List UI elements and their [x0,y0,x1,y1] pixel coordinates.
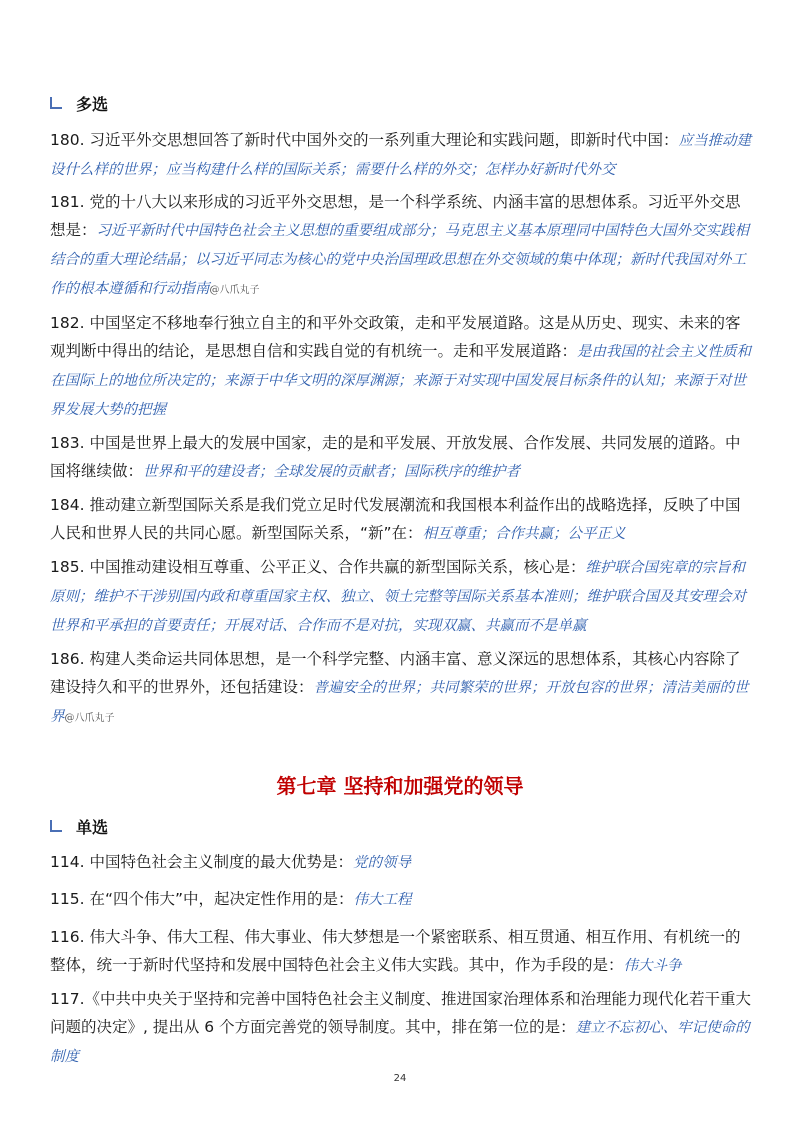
question-182 [50,309,754,424]
question-text: 181. 党的十八大以来形成的习近平外交思想，是一个科学系统、内涵丰富的思想体系。习近平外交思想是： [50,193,741,239]
section-heading-single [50,815,108,838]
answer-text: 伟大工程 [353,892,412,908]
question-184 [50,491,754,548]
checkbox-bullet-icon [50,820,62,832]
question-text: 116. 伟大斗争、伟大工程、伟大事业、伟大梦想是一个紧密联系、相互贯通、相互作用、有机统一的整体，统一于新时代坚持和发展中国特色社会主义伟大实践。其中，作为手段的是： [50,928,741,974]
question-text: 180. 习近平外交思想回答了新时代中国外交的一系列重大理论和实践问题，即新时代中国： [50,131,679,149]
answer-text: 普遍安全的世界；共同繁荣的世界；开放包容的世界；清洁美丽的世界 [50,680,749,725]
question-text: 185. 中国推动建设相互尊重、公平正义、合作共赢的新型国际关系，核心是： [50,558,586,576]
answer-text: 党的领导 [352,855,411,871]
chapter-title: 第七章 坚持和加强党的领导 [276,774,524,798]
question-text: 186. 构建人类命运共同体思想，是一个科学完整、内涵丰富、意义深远的思想体系，其核心内容除了建设持久和平的世界外，还包括建设： [50,650,741,696]
section-label: 单选 [76,818,109,837]
question-186 [50,645,754,733]
answer-text: 世界和平的建设者；全球发展的贡献者；国际秩序的维护者 [143,464,521,480]
section-label: 多选 [76,95,109,114]
question-183 [50,429,754,486]
watermark: @八爪丸子 [209,285,260,296]
question-117 [50,985,754,1071]
question-text: 182. 中国坚定不移地奉行独立自主的和平外交政策，走和平发展道路。这是从历史、现实、未来的客观判断中得出的结论，是思想自信和实践自觉的有机统一。走和平发展道路： [50,314,741,360]
question-text: 183. 中国是世界上最大的发展中国家，走的是和平发展、开放发展、合作发展、共同发展的道路。中国将继续做： [50,434,741,480]
question-115 [50,885,754,914]
question-text: 115. 在“四个伟大”中，起决定性作用的是： [50,890,354,908]
question-text: 184. 推动建立新型国际关系是我们党立足时代发展潮流和我国根本利益作出的战略选择，反映了中国人民和世界人民的共同心愿。新型国际关系，“新”在： [50,496,741,542]
answer-text: 维护联合国宪章的宗旨和原则；维护不干涉别国内政和尊重国家主权、独立、领土完整等国际关系基本准则；维护联合国及其安理会对世界和平承担的首要责任；开展对话、合作而不是对抗，实现双赢、共赢而不是单赢 [50,560,746,634]
checkbox-bullet-icon [50,97,62,109]
page-number: 24 [393,1073,407,1084]
question-text: 117.《中共中央关于坚持和完善中国特色社会主义制度、推进国家治理体系和治理能力现代化若干重大问题的决定》, 提出从 6 个方面完善党的领导制度。其中，排在第一位的是： [50,990,752,1036]
watermark: @八爪丸子 [64,713,115,724]
answer-text: 相互尊重；合作共赢；公平正义 [422,526,626,542]
question-181 [50,188,754,305]
section-heading-multi [50,92,108,115]
question-114 [50,848,754,877]
answer-text: 是由我国的社会主义性质和在国际上的地位所决定的；来源于中华文明的深厚渊源；来源于对实现中国发展目标条件的认知；来源于对世界发展大势的把握 [50,344,752,418]
answer-text: 伟大斗争 [623,958,682,974]
question-185 [50,553,754,640]
answer-text: 建立不忘初心、牢记使命的制度 [50,1020,750,1065]
question-116 [50,923,754,980]
answer-text: 习近平新时代中国特色社会主义思想的重要组成部分；马克思主义基本原理同中国特色大国外交实践相结合的重大理论结晶；以习近平同志为核心的党中央治国理政思想在外交领域的集中体现；新时代我国对外工作的根本遵循和行动指南 [50,223,750,297]
question-180 [50,126,754,184]
answer-text: 应当推动建设什么样的世界；应当构建什么样的国际关系；需要什么样的外交；怎样办好新时代外交 [50,133,751,178]
question-text: 114. 中国特色社会主义制度的最大优势是： [50,853,353,871]
